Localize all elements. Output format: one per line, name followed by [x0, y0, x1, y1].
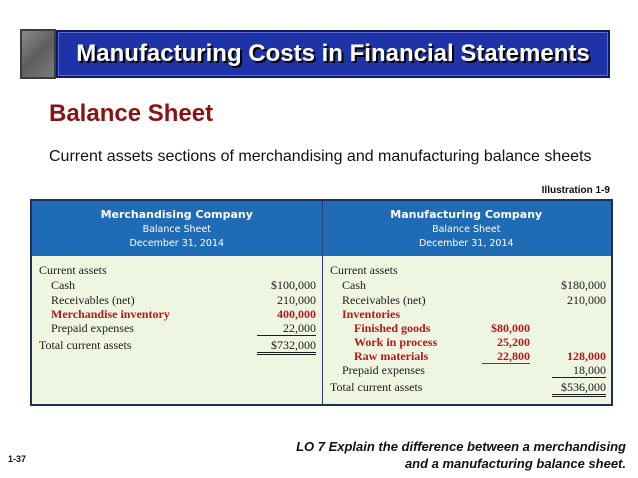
merch-inventory-label: Merchandise inventory	[51, 307, 170, 321]
section-title: Balance Sheet	[49, 100, 214, 127]
balance-sheet-comparison-table	[30, 199, 613, 406]
learning-objective-line-2: and a manufacturing balance sheet.	[404, 456, 626, 471]
manuf-raw-materials-value: 22,800	[482, 349, 530, 364]
manuf-raw-materials-label: Raw materials	[354, 349, 429, 363]
manuf-total-value: $536,000	[552, 380, 606, 397]
merch-heading: Current assets	[39, 263, 107, 277]
manuf-prepaid-value: 18,000	[552, 363, 606, 378]
learning-objective-line-1: LO 7 Explain the difference between a merchandising	[296, 439, 626, 454]
merch-statement-name: Balance Sheet	[142, 223, 211, 235]
merch-inventory-value: 400,000	[277, 307, 316, 321]
title-accent-square	[20, 29, 56, 79]
manuf-company-name: Manufacturing Company	[390, 207, 543, 221]
merch-receivables-value: 210,000	[277, 293, 316, 307]
merch-receivables-label: Receivables (net)	[51, 293, 135, 307]
merch-total-value: $732,000	[257, 338, 316, 355]
column-divider	[322, 201, 323, 404]
manuf-finished-goods-label: Finished goods	[354, 321, 431, 335]
merch-header	[32, 201, 322, 256]
manuf-heading: Current assets	[330, 263, 398, 277]
merch-prepaid-value: 22,000	[257, 321, 316, 336]
merch-cash-label: Cash	[51, 278, 75, 292]
manuf-header	[322, 201, 612, 256]
manuf-inventories-label: Inventories	[342, 307, 400, 321]
merch-total-label: Total current assets	[39, 338, 132, 352]
merch-cash-value: $100,000	[271, 278, 316, 292]
manuf-statement-name: Balance Sheet	[432, 223, 501, 235]
illustration-label: Illustration 1-9	[541, 185, 610, 196]
learning-objective	[296, 438, 626, 472]
manuf-prepaid-label: Prepaid expenses	[342, 363, 425, 377]
slide-number: 1-37	[8, 454, 27, 464]
manuf-cash-label: Cash	[342, 278, 366, 292]
merch-prepaid-label: Prepaid expenses	[51, 321, 134, 335]
title-bar	[56, 30, 610, 78]
manuf-work-in-process-label: Work in process	[354, 335, 438, 349]
slide-description: Current assets sections of merchandising and manufacturing balance sheets	[49, 148, 592, 165]
manuf-work-in-process-value: 25,200	[497, 335, 530, 349]
manuf-inventories-total: 128,000	[567, 349, 606, 363]
manuf-receivables-value: 210,000	[567, 293, 606, 307]
manuf-cash-value: $180,000	[561, 278, 606, 292]
merch-date: December 31, 2014	[129, 237, 225, 249]
merch-company-name: Merchandising Company	[100, 207, 253, 221]
manuf-date: December 31, 2014	[418, 237, 514, 249]
manuf-total-label: Total current assets	[330, 380, 423, 394]
slide-title: Manufacturing Costs in Financial Statements	[76, 40, 590, 67]
manuf-finished-goods-value: $80,000	[491, 321, 530, 335]
manuf-receivables-label: Receivables (net)	[342, 293, 426, 307]
